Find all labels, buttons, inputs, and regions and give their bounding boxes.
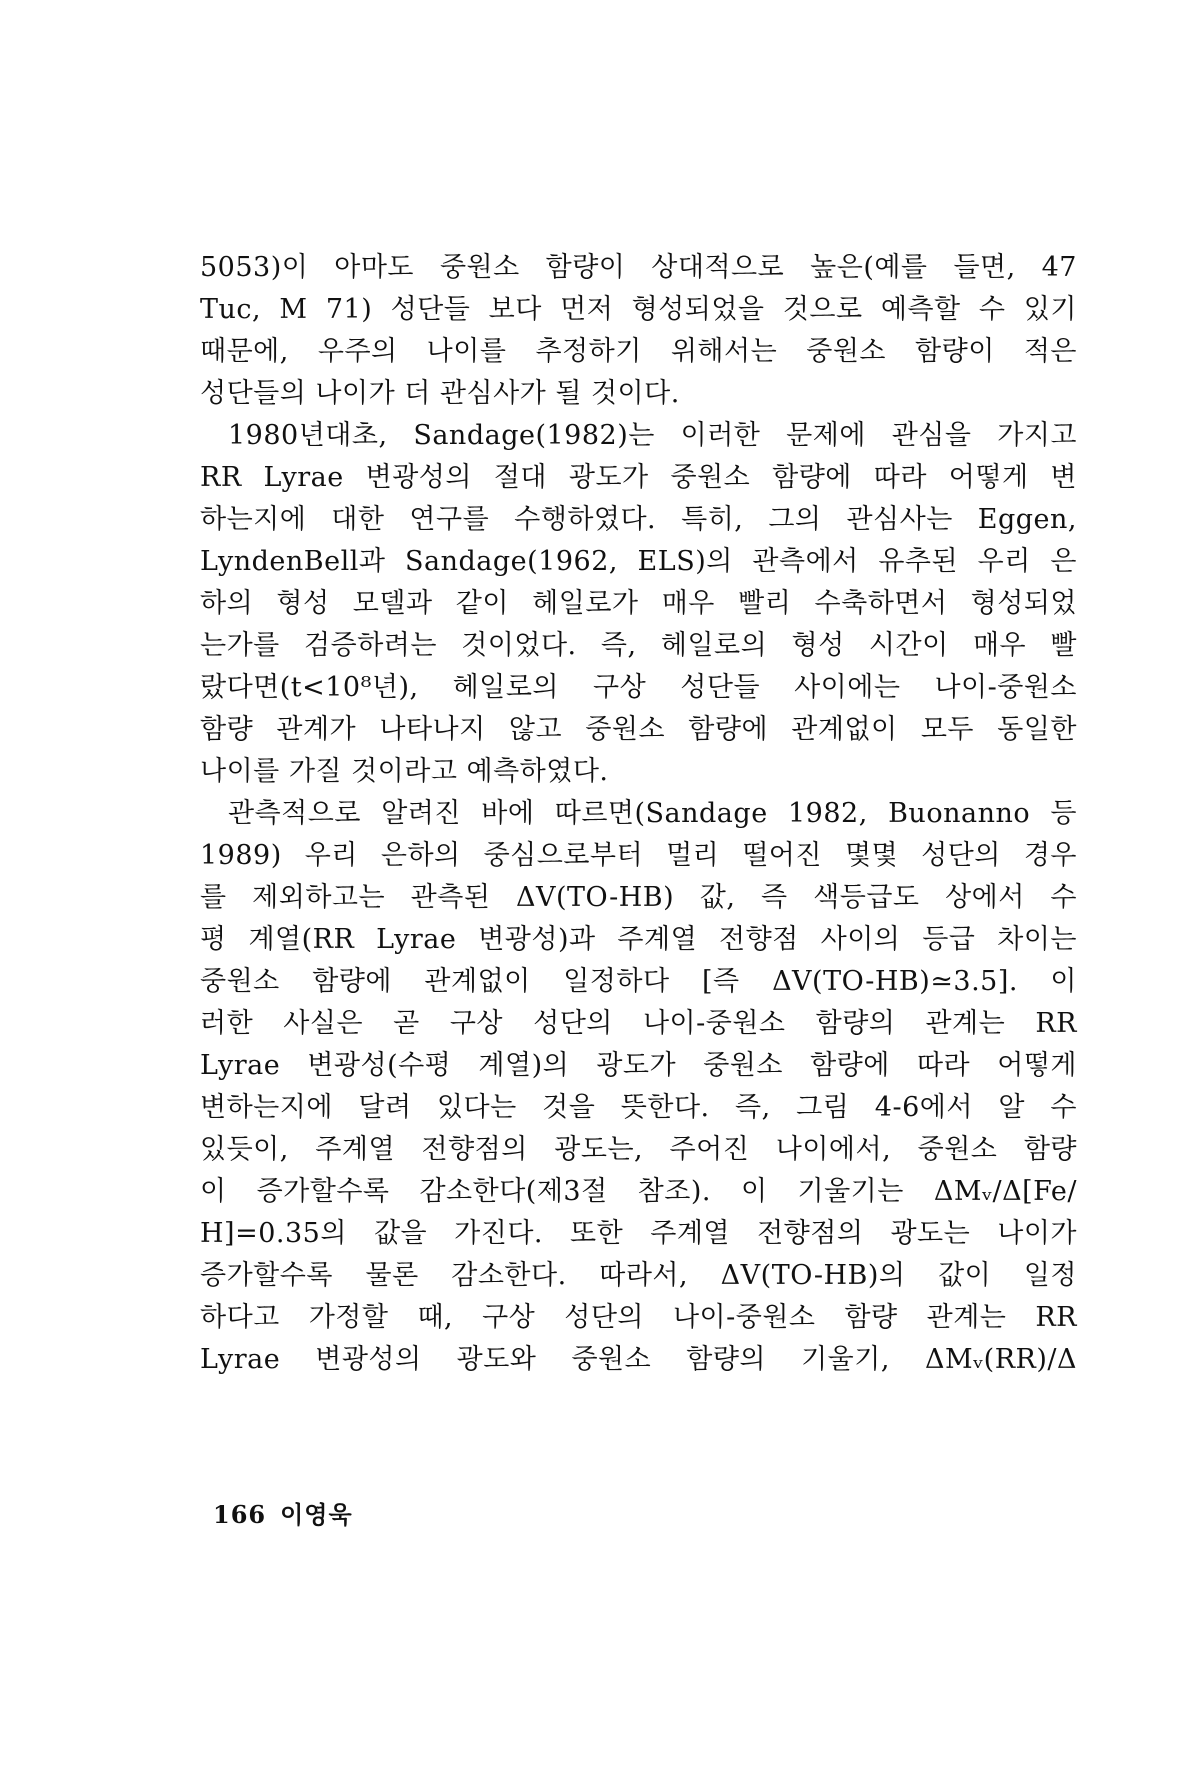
text-line: 중원소 함량에 관계없이 일정하다 [즉 ΔV(TO-HB)≃3.5]. 이 — [200, 966, 1077, 997]
text-line: 나이를 가질 것이라고 예측하였다. — [200, 756, 609, 787]
author-name: 이영욱 — [280, 1500, 353, 1529]
text-line: 하다고 가정할 때, 구상 성단의 나이-중원소 함량 관계는 RR — [200, 1302, 1077, 1333]
text-line: 를 제외하고는 관측된 ΔV(TO-HB) 값, 즉 색등급도 상에서 수 — [200, 882, 1077, 913]
text-line: 함량 관계가 나타나지 않고 중원소 함량에 관계없이 모두 동일한 — [200, 714, 1077, 745]
text-line: 증가할수록 물론 감소한다. 따라서, ΔV(TO-HB)의 값이 일정 — [200, 1260, 1077, 1291]
text-line: 있듯이, 주계열 전향점의 광도는, 주어진 나이에서, 중원소 함량 — [200, 1134, 1077, 1165]
text-line: 하는지에 대한 연구를 수행하였다. 특히, 그의 관심사는 Eggen, — [200, 504, 1077, 535]
text-line: 때문에, 우주의 나이를 추정하기 위해서는 중원소 함량이 적은 — [200, 336, 1077, 367]
text-line: 하의 형성 모델과 같이 헤일로가 매우 빨리 수축하면서 형성되었 — [200, 588, 1077, 619]
text-line: H]=0.35의 값을 가진다. 또한 주계열 전향점의 광도는 나이가 — [200, 1218, 1077, 1249]
page-number: 166 — [213, 1500, 267, 1529]
text-line: 랐다면(t<10⁸년), 헤일로의 구상 성단들 사이에는 나이-중원소 — [200, 672, 1077, 703]
text-line: 1980년대초, Sandage(1982)는 이러한 문제에 관심을 가지고 — [228, 420, 1077, 451]
text-line: 성단들의 나이가 더 관심사가 될 것이다. — [200, 378, 680, 409]
text-line: 러한 사실은 곧 구상 성단의 나이-중원소 함량의 관계는 RR — [200, 1008, 1077, 1039]
page-footer — [213, 1495, 353, 1530]
text-line: Lyrae 변광성의 광도와 중원소 함량의 기울기, ΔMᵥ(RR)/Δ — [200, 1344, 1077, 1375]
text-line: 1989) 우리 은하의 중심으로부터 멀리 떨어진 몇몇 성단의 경우 — [200, 840, 1077, 871]
text-line: 관측적으로 알려진 바에 따르면(Sandage 1982, Buonanno 등 — [228, 798, 1077, 829]
text-line: 평 계열(RR Lyrae 변광성)과 주계열 전향점 사이의 등급 차이는 — [200, 924, 1077, 955]
text-line: Lyrae 변광성(수평 계열)의 광도가 중원소 함량에 따라 어떻게 — [200, 1050, 1077, 1081]
text-line: 이 증가할수록 감소한다(제3절 참조). 이 기울기는 ΔMᵥ/Δ[Fe/ — [200, 1176, 1077, 1207]
text-line: 는가를 검증하려는 것이었다. 즉, 헤일로의 형성 시간이 매우 빨 — [200, 630, 1077, 661]
text-line: Tuc, M 71) 성단들 보다 먼저 형성되었을 것으로 예측할 수 있기 — [200, 294, 1077, 325]
text-line: LyndenBell과 Sandage(1962, ELS)의 관측에서 유추된 우리 은 — [200, 546, 1077, 577]
text-line: 변하는지에 달려 있다는 것을 뜻한다. 즉, 그림 4-6에서 알 수 — [200, 1092, 1077, 1123]
text-line: 5053)이 아마도 중원소 함량이 상대적으로 높은(예를 들면, 47 — [200, 252, 1077, 283]
text-line: RR Lyrae 변광성의 절대 광도가 중원소 함량에 따라 어떻게 변 — [200, 462, 1077, 493]
